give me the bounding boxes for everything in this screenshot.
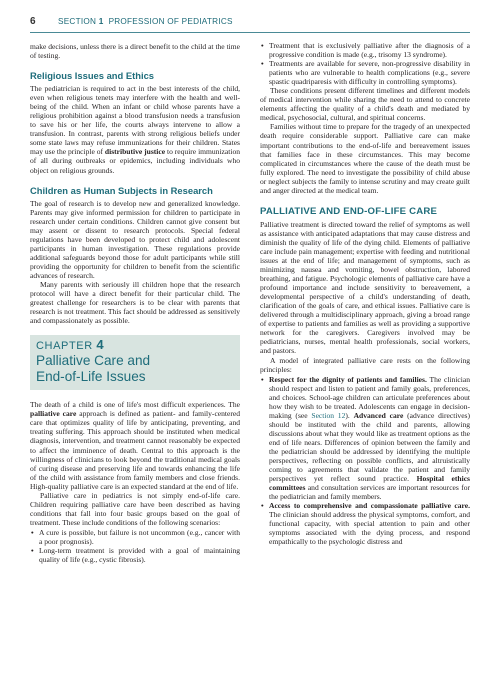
- chapter-title: Palliative Care and End-of-Life Issues: [36, 353, 151, 384]
- research-paragraph-1: The goal of research is to develop new and generalized knowledge. Parents may give informed permission for children to participate in research under certain conditions. Children cannot give consent but may assent or dissent to research protocols. Special federal regulations have been developed to protect child and adolescent participants in human investigation. These regulations provide additional safeguards beyond those for adult participants while still providing the opportunity for children to benefit from the scientific advances of research.: [30, 198, 240, 280]
- list-item: • Long-term treatment is provided with a goal of maintaining quality of life (e.g., cystic fibrosis).: [31, 546, 240, 565]
- research-paragraph-2: Many parents with seriously ill children hope that the research protocol will have a direct benefit for their particular child. The greatest challenge for researchers is to be clear with parents that research is not treatment. This fact should be addressed as sensitively and compassionately as possible.: [30, 279, 240, 326]
- list-item: • Treatment that is exclusively palliative after the diagnosis of a progressive condition is made (e.g., trisomy 13 syndrome).: [261, 41, 470, 60]
- running-header: [30, 14, 470, 32]
- religious-paragraph: The pediatrician is required to act in the best interests of the child, even when religious tenets may interfere with the health and well-being of the child. When an infant or child whose parents have a religious prohibition against a blood transfusion needs a transfusion to save his or her life, the courts always intervene to allow a transfusion. In contrast, parents with strong religious beliefs under some state laws may refuse immunizations for their children. States may use the principle of distributive justice to require immunization of all during outbreaks or epidemics, including individuals who object on religious grounds.: [30, 84, 240, 175]
- religious-heading: Religious Issues and Ethics: [30, 70, 154, 82]
- scenario-list-continued: [260, 41, 470, 86]
- principles-list: [260, 375, 470, 547]
- conditions-paragraph: These conditions present different timelines and different models of medical intervention while sharing the need to attend to concrete elements affecting the quality of a child's death and mediated by medical, psychosocial, cultural, and spiritual concerns.: [260, 86, 470, 123]
- page-number: 6: [30, 16, 36, 27]
- research-heading: Children as Human Subjects in Research: [30, 184, 213, 196]
- continued-paragraph: make decisions, unless there is a direct benefit to the child at the time of testing.: [30, 42, 240, 61]
- list-item: • A cure is possible, but failure is not uncommon (e.g., cancer with a poor prognosis).: [31, 527, 240, 546]
- chapter-paragraph-2: Palliative care in pediatrics is not simply end-of-life care. Children requiring palliative care have been described as having conditions that fall into four basic groups based on the goal of treatment. These include conditions of the following scenarios:: [30, 490, 240, 527]
- header-rule: [30, 32, 470, 33]
- chapter-label: CHAPTER 4: [36, 337, 105, 353]
- left-column: [30, 42, 240, 564]
- section-label: SECTION 1 PROFESSION OF PEDIATRICS: [58, 17, 233, 26]
- palliative-heading: PALLIATIVE AND END-OF-LIFE CARE: [260, 205, 438, 217]
- scenario-list: [30, 528, 240, 564]
- chapter-intro-paragraph: The death of a child is one of life's most difficult experiences. The palliative care approach is defined as patient- and family-centered care that optimizes quality of life by anticipating, preventing, and treating suffering. This approach should be instituted when medical diagnosis, intervention, and treatment cannot reasonably be expected to affect the imminence of death. Central to this approach is the willingness of clinicians to look beyond the traditional medical goals of curing disease and preserving life and towards enhancing the life of the child with assistance from family members and close friends. High-quality palliative care is an expected standard at the end of life.: [30, 400, 240, 491]
- chapter-banner: [30, 335, 240, 390]
- section-12-link[interactable]: Section 12: [311, 410, 346, 420]
- families-paragraph: Families without time to prepare for the tragedy of an unexpected death require considerable support. Palliative care can make important contributions to the end-of-life and bereavement issues that families face in these circumstances. This may become complicated in circumstances where the cause of the death must be fully explored. The need to investigate the possibility of child abuse or neglect subjects the family to intense scrutiny and may create guilt and anger directed at the medical team.: [260, 122, 470, 195]
- principles-intro: A model of integrated palliative care rests on the following principles:: [260, 355, 470, 374]
- list-item: • Treatments are available for severe, non-progressive disability in patients who are vulnerable to health complications (e.g., severe spastic quadriparesis with difficulty in controlling symptoms).: [261, 59, 470, 87]
- list-item: • Respect for the dignity of patients and families. The clinician should respect and listen to patient and family goals, preferences, and choices. School-age children can articulate preferences about how they wish to be treated. Adolescents can engage in decision-making (see Section 12). Advanced care (advance directives) should be instituted with the child and parents, allowing discussions about what they would like as treatment options as the end of life nears. Differences of opinion between the family and the pediatrician should be addressed by identifying the multiple perspectives, reflecting on possible conflicts, and altruistically coming to agreements that validate the patient and family perspectives yet reflect sound practice. Hospital ethics committees and consultation services are important resources for the pediatrician and family members.: [261, 374, 470, 502]
- list-item: • Access to comprehensive and compassionate palliative care. The clinician should address the physical symptoms, comfort, and functional capacity, with special attention to pain and other symptoms associated with the dying process, and respond empathically to the psychologic distress and: [261, 501, 470, 547]
- right-column: [260, 40, 470, 546]
- palliative-paragraph: Palliative treatment is directed toward the relief of symptoms as well as assistance with anticipated adaptations that may cause distress and diminish the quality of life of the dying child. Elements of palliative care include pain management; expertise with feeding and nutritional issues at the end of life; and management of symptoms, such as minimizing nausea and vomiting, bowel obstruction, labored breathing, and fatigue. Psychologic elements of palliative care have a profound importance and include sensitivity to bereavement, a developmental perspective of a child's understanding of death, clarification of the goals of care, and ethical issues. Palliative care is delivered through a multidisciplinary approach, giving a broad range of expertise to patients and families as well as providing a supportive network for the caregivers. Caregivers involved may be pediatricians, nurses, mental health professionals, social workers, and pastors.: [260, 219, 470, 356]
